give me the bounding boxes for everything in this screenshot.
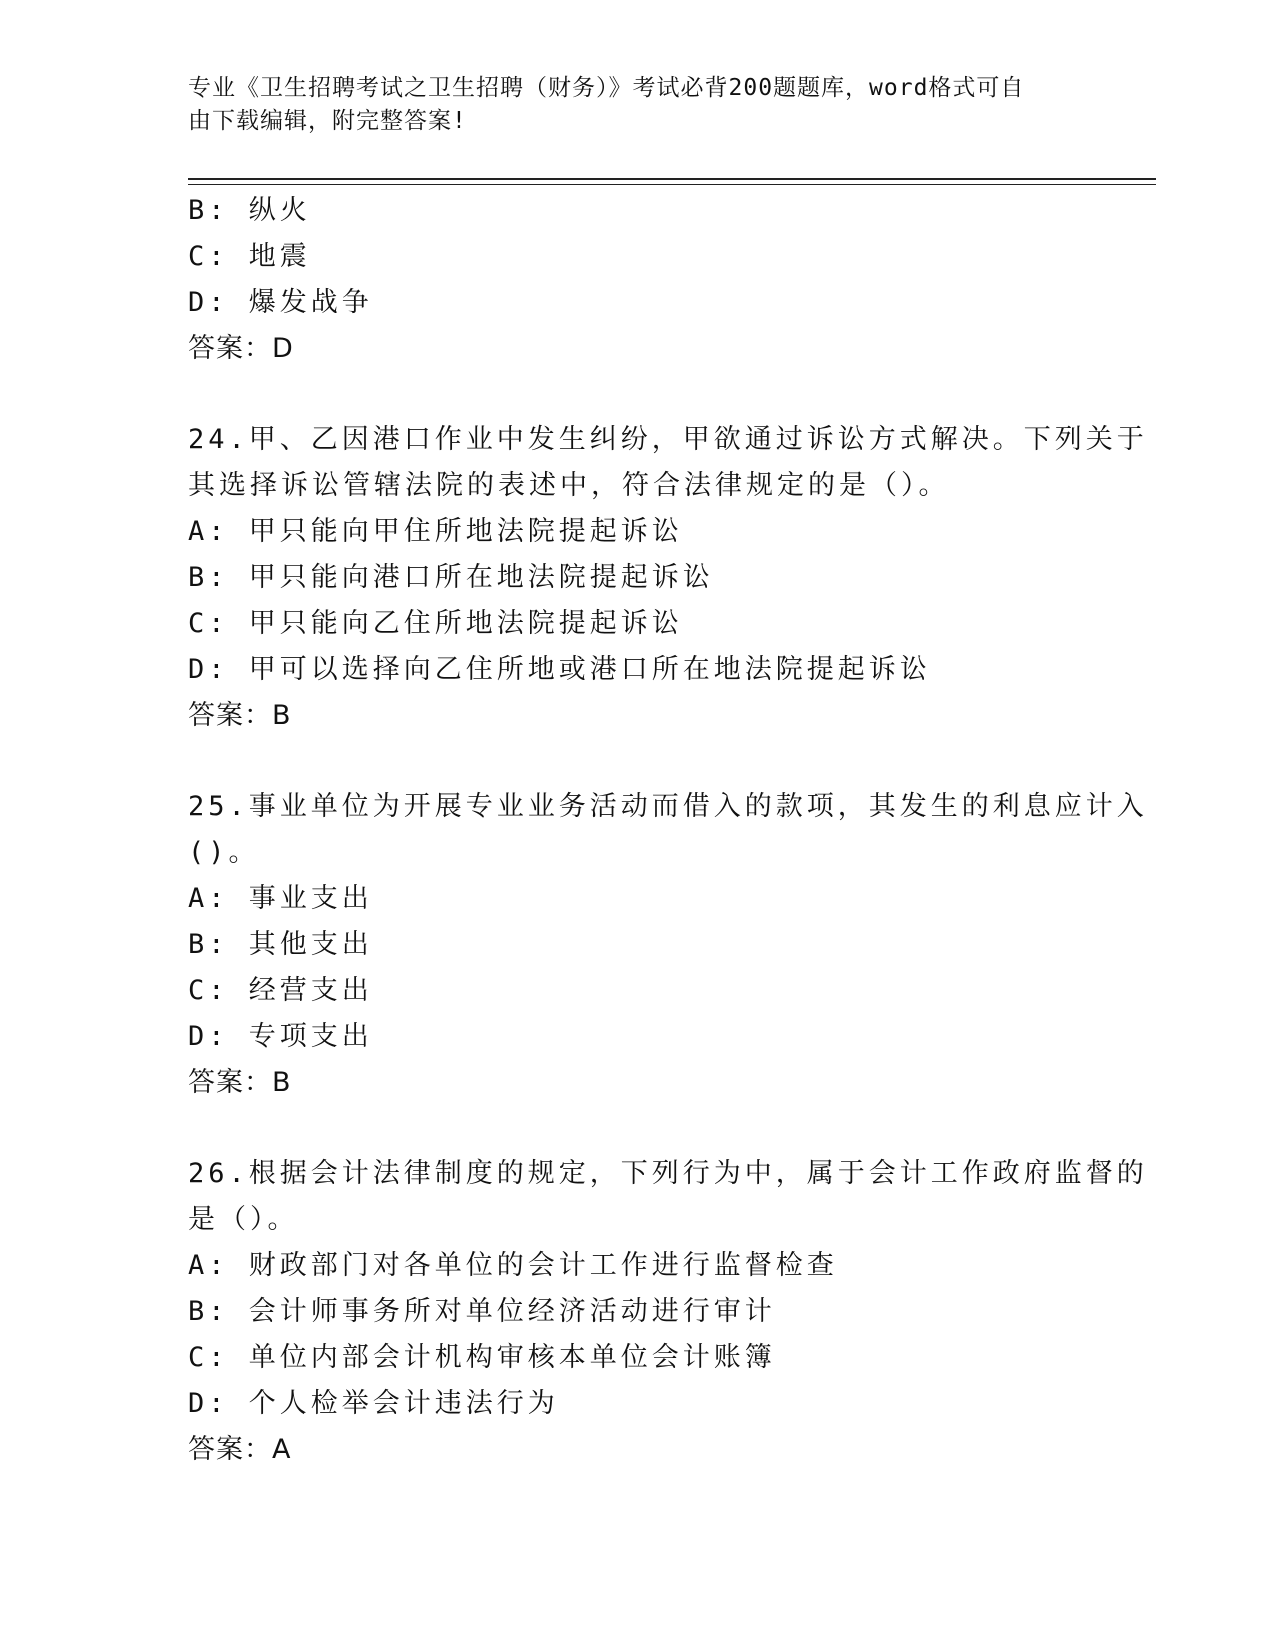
option-b: B: 纵火 bbox=[188, 195, 311, 226]
option-a: A: 甲只能向甲住所地法院提起诉讼 bbox=[188, 516, 683, 547]
option-d: D: 爆发战争 bbox=[188, 287, 373, 318]
header-divider-thick bbox=[188, 178, 1156, 180]
question-24 bbox=[188, 417, 1148, 739]
header-line-1: 专业《卫生招聘考试之卫生招聘（财务）》考试必背200题题库，word格式可自 bbox=[188, 75, 1025, 101]
question-stem: ()。 bbox=[188, 837, 260, 868]
question-stem: 25.事业单位为开展专业业务活动而借入的款项，其发生的利息应计入 bbox=[188, 791, 1148, 822]
option-b: B: 甲只能向港口所在地法院提起诉讼 bbox=[188, 562, 714, 593]
option-d: D: 个人检举会计违法行为 bbox=[188, 1388, 559, 1419]
option-b: B: 会计师事务所对单位经济活动进行审计 bbox=[188, 1296, 776, 1327]
answer-line: 答案：B bbox=[188, 700, 292, 731]
option-b: B: 其他支出 bbox=[188, 929, 373, 960]
question-26 bbox=[188, 1151, 1148, 1473]
answer-line: 答案：A bbox=[188, 1434, 292, 1465]
question-25 bbox=[188, 784, 1148, 1106]
option-a: A: 财政部门对各单位的会计工作进行监督检查 bbox=[188, 1250, 838, 1281]
question-stem: 其选择诉讼管辖法院的表述中，符合法律规定的是（）。 bbox=[188, 470, 950, 501]
question-stem: 是（）。 bbox=[188, 1204, 299, 1235]
question-stem: 26.根据会计法律制度的规定，下列行为中，属于会计工作政府监督的 bbox=[188, 1158, 1148, 1189]
question-spacer bbox=[188, 372, 1088, 417]
option-d: D: 甲可以选择向乙住所地或港口所在地法院提起诉讼 bbox=[188, 654, 931, 685]
answer-line: 答案：B bbox=[188, 1067, 292, 1098]
option-c: C: 甲只能向乙住所地法院提起诉讼 bbox=[188, 608, 683, 639]
option-a: A: 事业支出 bbox=[188, 883, 373, 914]
header-divider-thin bbox=[188, 184, 1156, 185]
document-header bbox=[188, 72, 1078, 138]
option-d: D: 专项支出 bbox=[188, 1021, 373, 1052]
question-23-continued bbox=[188, 188, 1088, 372]
question-spacer bbox=[188, 739, 1088, 784]
option-c: C: 地震 bbox=[188, 241, 311, 272]
question-list bbox=[188, 188, 1148, 1473]
answer-line: 答案：D bbox=[188, 333, 294, 364]
option-c: C: 单位内部会计机构审核本单位会计账簿 bbox=[188, 1342, 776, 1373]
question-spacer bbox=[188, 1106, 1088, 1151]
option-c: C: 经营支出 bbox=[188, 975, 373, 1006]
header-line-2: 由下载编辑，附完整答案! bbox=[188, 108, 467, 134]
question-stem: 24.甲、乙因港口作业中发生纠纷，甲欲通过诉讼方式解决。下列关于 bbox=[188, 424, 1148, 455]
